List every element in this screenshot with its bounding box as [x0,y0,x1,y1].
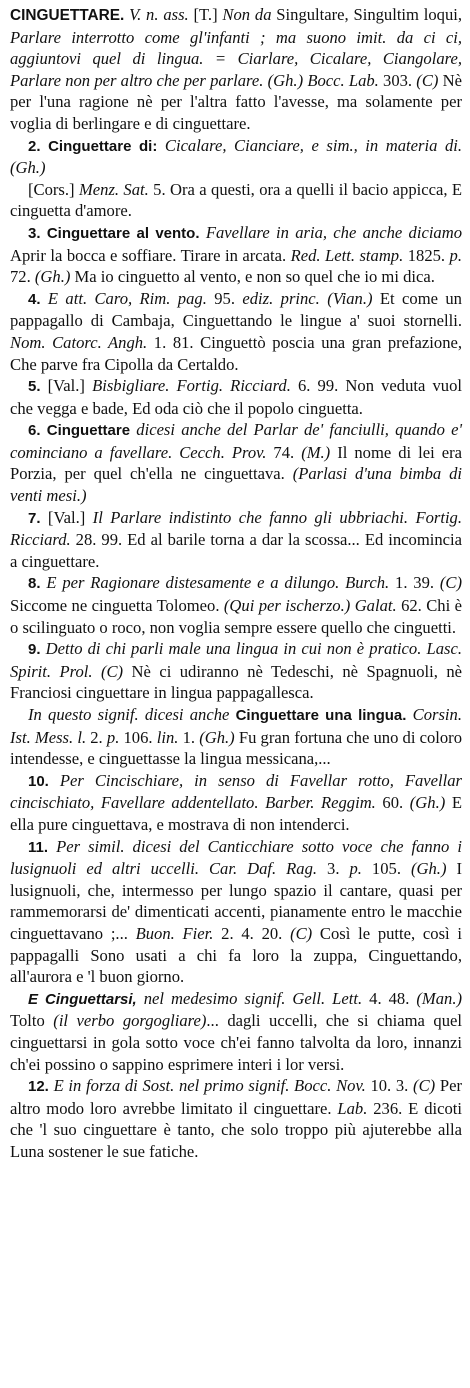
text-run: [T.] [193,5,223,24]
text-run [49,771,60,790]
italic-text: ediz. princ. (Vian.) [242,288,373,308]
text-run [157,136,165,155]
text-run: 72. [10,267,35,287]
italic-text: (C) [290,923,313,943]
italic-text: Per Cincischiare, in senso di Favellar rotto, Favellar cincischiato, Favellare addentellato. Barber. Reggim. [10,770,462,813]
italic-text: Favellare in aria, che anche diciamo [205,222,463,242]
sense-number: 8. [28,575,41,593]
italic-text: Per simil. dicesi del Canticchiare sotto voce che fanno i lusignuoli ed altri uccelli. Car. Daf. Rag. [10,836,462,879]
text-run: Aprir la bocca e soffiare. Tirare in arcata. [10,245,291,265]
text-run: Singultare, Singultim loqui, [271,5,463,24]
text-run: [Val.] [40,376,93,396]
italic-text: nel medesimo signif. Gell. Lett. [143,988,363,1008]
text-run: Tolto [10,1011,54,1031]
italic-text: (C) [439,573,462,593]
italic-text: (Qui per ischerzo.) Galat. [223,596,397,616]
sense-paragraph [10,638,462,704]
italic-text: lin. [156,727,179,747]
italic-text: Buon. Fier. [135,923,214,943]
italic-text: (Parlasi d'una bimba di venti mesi.) [10,464,462,506]
sense-paragraph [10,288,462,375]
italic-text: Nom. Catorc. Angh. [10,332,148,352]
text-run: Il nome di lei era Porzia, per quel ch'ella ne cinguettava. [10,442,463,484]
text-run: [Cors.] [28,179,79,199]
sense-paragraph [10,375,462,419]
text-run: 4. 48. [362,988,417,1008]
sense-paragraph [10,179,462,222]
sense-number: 6. [28,422,41,440]
sense-number: 7. [28,509,41,527]
text-run [137,989,144,1008]
italic-text: In questo signif. dicesi anche [28,705,230,724]
italic-text: (Gh.) [199,727,235,747]
text-run: 95. [206,288,243,308]
text-run: 6. 99. Non veduta vuol che vegga e bade, Ed oda ciò che il popolo cinguetta. [10,376,462,418]
text-run: Per altro modo loro avrebbe limitato il cinguettare. [10,1076,462,1118]
italic-text: E att. Caro, Rim. pag. [47,288,207,308]
sense-paragraph [10,222,462,288]
sense-number: 9. [28,641,41,659]
italic-text: (Gh.) [409,793,446,813]
italic-text: (Man.) [416,988,462,1008]
sense-paragraph [10,507,462,573]
text-run: 105. [361,859,411,879]
text-run [41,136,49,155]
sense-number: 12. [28,1078,49,1096]
italic-text: (M.) [301,442,331,462]
entry-headword-paragraph [10,4,462,135]
sense-paragraph [10,135,462,179]
italic-text: (C) [413,1076,436,1096]
italic-text: Bisbigliare. Fortig. Ricciard. [92,376,291,396]
text-run: Fu gran fortuna che uno di coloro intendesse, e cinguettasse la lingua messicana,... [10,727,463,769]
text-run: 28. 99. Ed al barile torna a dar la scossa... Ed incomincia a cinguettare. [10,530,462,571]
text-run: E ella pure cinguettava, e mostrava di non intenderci. [10,793,462,834]
text-run: Siccome ne cinguetta Tolomeo. [10,596,224,616]
sense-number: 3. [28,224,41,242]
sense-paragraph [10,419,462,506]
text-run: 1825. [403,245,450,265]
italic-text: Menz. Sat. [78,179,149,199]
italic-text: p. [449,245,462,265]
sense-number: 11. [28,838,49,856]
headword: CINGUETTARE. [10,7,125,24]
italic-text: Lab. [337,1098,368,1118]
sense-number: 10. [28,772,49,790]
sense-paragraph [10,572,462,638]
text-run: 1. 39. [389,573,440,593]
text-run: 3. [317,859,350,879]
text-run: Nè ci udiranno nè Tedeschi, nè Spagnuoli, nè Franciosi cinguettare in lingua pappagallesca. [10,661,463,703]
text-run: Ma io cinguetto al vento, e non so quel che io mi dica. [70,267,435,287]
text-run: 60. [375,793,410,813]
text-run: Nè per l'una ragione nè per l'altra fatto l'avesse, ma solamente per voglia di berlingare e di cinguettare. [10,70,462,133]
subentry-term: Cinguettare al vento. [46,224,200,242]
sense-number: 2. [28,137,41,155]
italic-text: (C) [416,70,439,90]
italic-text: (il verbo gorgogliare) [53,1011,207,1031]
sense-paragraph [10,770,462,836]
subentry-term: E Cinguettarsi, [28,990,137,1008]
text-run: 2. 4. 20. [213,923,291,943]
subentry-term: Cinguettare di: [48,137,158,155]
italic-text: (Gh.) [410,859,447,879]
subentry-term: Cinguettare una lingua. [235,707,407,724]
text-run: 2. [86,727,107,747]
italic-text: Non da [222,5,272,24]
italic-text: E per Ragionare distesamente e a dilungo. Burch. [46,573,390,593]
italic-text: Corsin. Ist. Mess. l. [10,705,462,747]
text-run: Così le putte, così i pappagalli Sono usati a chi fa loro la zuppa, Cinguettando, all'aurora e 'l buon giorno. [10,923,462,987]
text-run: 74. [266,442,302,462]
text-run [48,837,56,856]
italic-text: Parlare interrotto come gl'infanti ; ma suono imit. da ci ci, aggiuntovi quel di lingua. = Ciarlare, Cicalare, Ciangolare, Parlare non per altro che per parlare. (Gh.) [10,27,462,90]
sense-paragraph [10,1075,462,1162]
italic-text: (Gh.) [34,267,71,287]
text-run: I lusignuoli, che, intermesso per lungo spazio il cantare, quasi per rammemorarsi de' dimenticati accenti, pianamente entro le macchie cinguettavano ;... [10,859,462,943]
italic-text: V. n. ass. [124,5,194,24]
text-run: Et come un pappagallo di Cambaja, Cinguettando le lingue a' suoi stornelli. [10,288,462,331]
subentry-term: Cinguettare [46,422,131,440]
sense-number: 4. [28,290,41,308]
text-run: 106. [119,727,157,747]
italic-text: p. [106,727,120,747]
italic-text: Il Parlare indistinto che fanno gli ubbriachi. Fortig. Ricciard. [10,507,462,550]
text-run: [Val.] [40,507,93,527]
text-run [41,289,48,308]
text-run: 1. [178,727,200,747]
italic-text: Bocc. Lab. [307,70,379,90]
text-run: ... dagli uccelli, che si chiama quel cinguettarsi in gola sotto voce ch'ei fanno talvolta da loro, innanzi ch'ei possino o sappino esprimere interi i lor versi. [10,1011,462,1074]
italic-text: p. [349,859,362,879]
sense-paragraph [10,836,462,988]
text-run: 5. Ora a questi, ora a quelli il bacio appicca, E cinguetta d'amore. [10,179,463,221]
text-run: 10. 3. [365,1076,414,1096]
italic-text: E in forza di Sost. nel primo signif. Bocc. Nov. [53,1076,366,1096]
italic-text: Detto di chi parli male una lingua in cui non è pratico. Lasc. Spirit. Prol. (C) [10,639,462,681]
text-run: 1. 81. Cinguettò poscia una gran prefazione, Che parve fra Cipolla da Certaldo. [10,332,463,374]
italic-text: Cicalare, Cianciare, e sim., in materia di. (Gh.) [10,135,462,178]
sense-number: 5. [28,378,41,396]
text-run: 236. E dicoti che 'l suo cinguettare è tanto, che solo troppo più ajuterebbe alla Luna sostener le sue fatiche. [10,1098,462,1161]
text-run: 62. Chi è o scilinguato o roco, non voglia sempre essere quello che cinguetti. [10,596,462,637]
sense-paragraph [10,704,462,770]
sense-paragraph [10,988,462,1075]
text-run: 303. [378,70,417,90]
italic-text: Red. Lett. stamp. [290,245,404,265]
italic-text: dicesi anche del Parlar de' fanciulli, quando e' cominciano a favellare. Cecch. Prov. [10,420,462,462]
